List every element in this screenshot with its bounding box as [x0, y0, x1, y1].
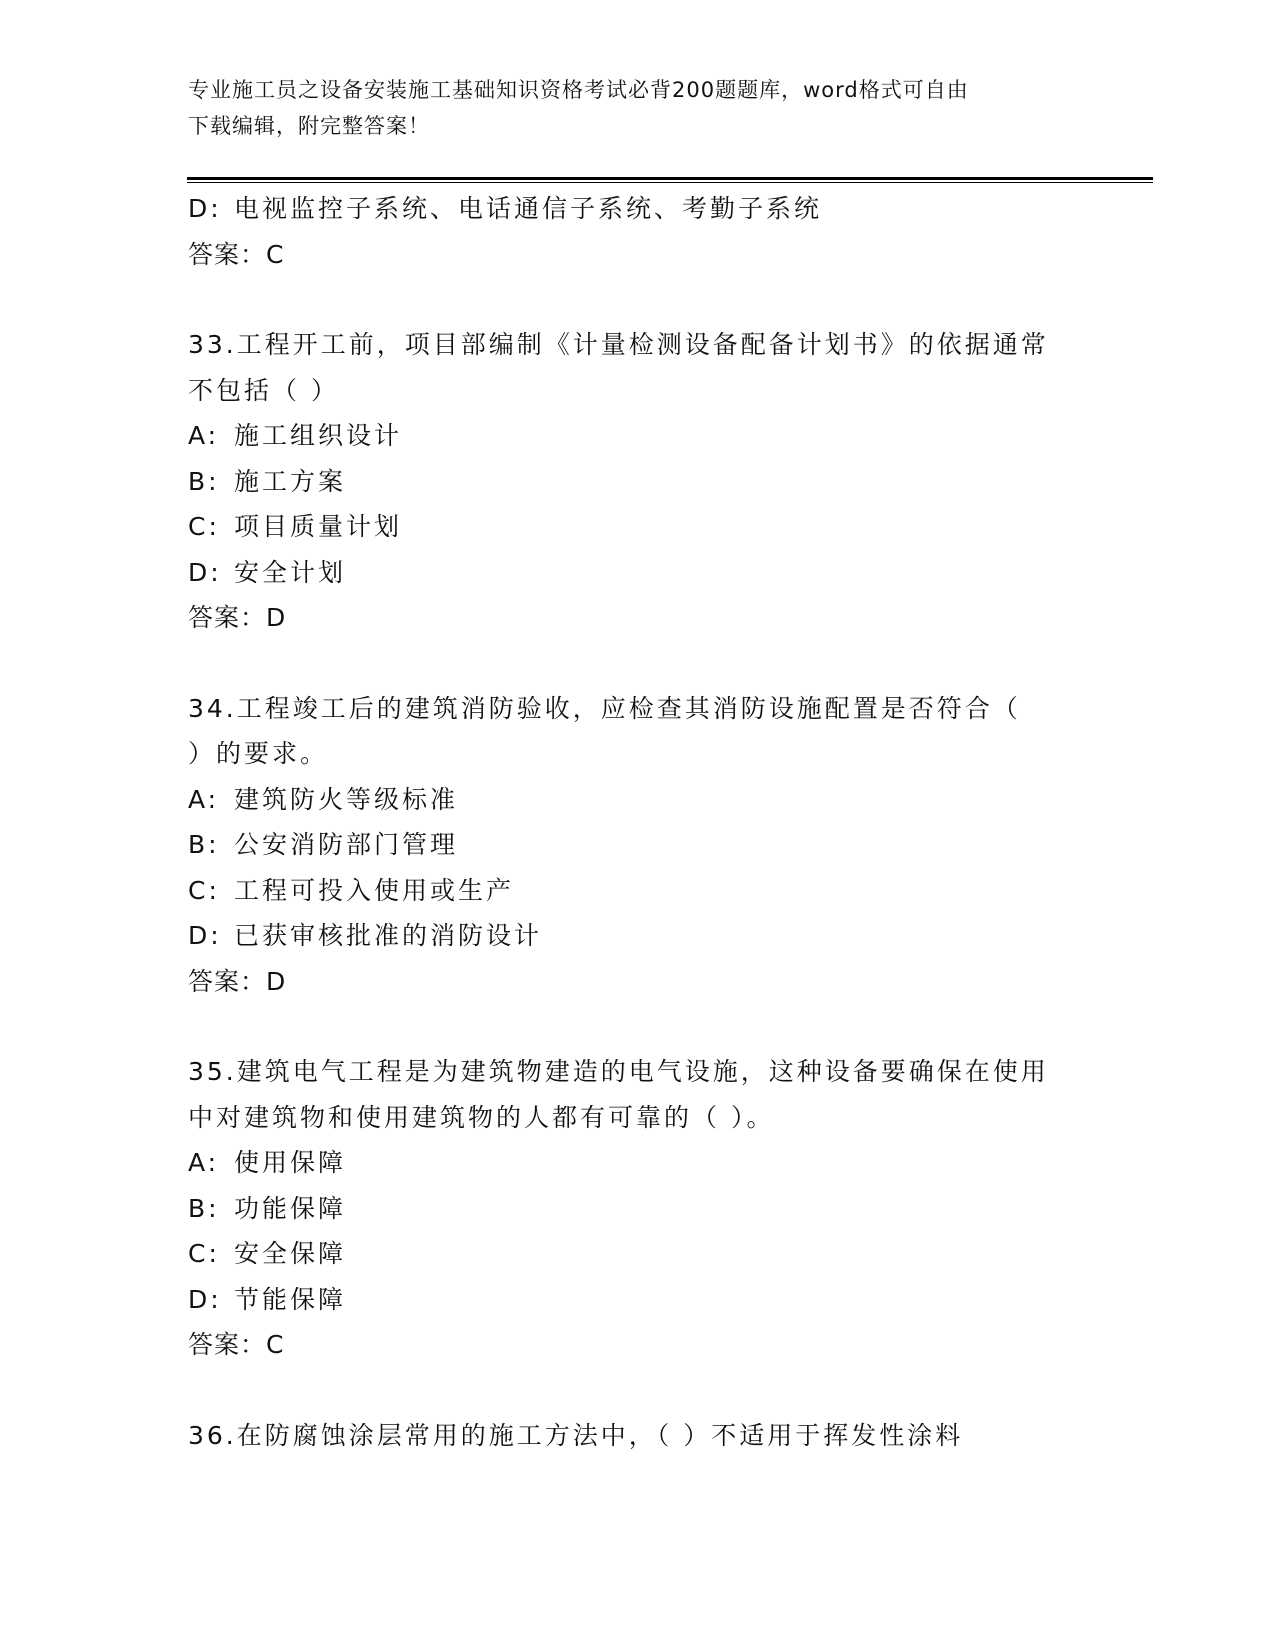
option-text: 电视监控子系统、电话通信子系统、考勤子系统 [234, 194, 823, 223]
question-stem: 36.在防腐蚀涂层常用的施工方法中，（ ）不适用于挥发性涂料 [188, 1420, 964, 1450]
option-text: 已获审核批准的消防设计 [234, 921, 543, 950]
option-text: 功能保障 [234, 1193, 347, 1223]
question-36 [188, 1413, 1088, 1459]
option-c [188, 504, 1088, 550]
option-d [188, 913, 1088, 959]
option-d [188, 550, 1088, 596]
question-35 [188, 1049, 1088, 1368]
carryover-question [188, 186, 1088, 277]
question-stem: 中对建筑物和使用建筑物的人都有可靠的（ ）。 [188, 1102, 775, 1132]
answer-line: 答案：C [188, 1330, 285, 1359]
option-a [188, 413, 1088, 459]
option-key: D: [188, 194, 222, 223]
option-text: 工程可投入使用或生产 [234, 875, 515, 905]
option-text: 安全保障 [234, 1239, 347, 1268]
question-34 [188, 686, 1088, 1005]
document-header [188, 72, 1088, 144]
option-c [188, 868, 1088, 914]
option-text: 施工组织设计 [234, 421, 403, 450]
option-key: D: [188, 921, 222, 950]
option-c [188, 1231, 1088, 1277]
option-key: C: [188, 1239, 220, 1268]
option-key: B: [188, 1193, 220, 1223]
option-text: 施工方案 [234, 466, 347, 496]
question-stem: ）的要求。 [188, 739, 329, 768]
option-key: C: [188, 512, 220, 541]
option-text: 安全计划 [234, 557, 347, 587]
answer-line: 答案：D [188, 603, 287, 632]
header-rule-thin [187, 182, 1153, 183]
option-b [188, 822, 1088, 868]
option-b [188, 1186, 1088, 1232]
header-line-1: 专业施工员之设备安装施工基础知识资格考试必背200题题库，word格式可自由 [188, 78, 969, 102]
option-text: 使用保障 [234, 1148, 347, 1177]
answer-line: 答案：D [188, 966, 287, 996]
option-d [188, 186, 1088, 232]
option-key: C: [188, 875, 220, 905]
option-key: A: [188, 784, 220, 814]
option-key: D: [188, 557, 222, 587]
option-text: 建筑防火等级标准 [234, 784, 459, 814]
option-text: 项目质量计划 [234, 512, 403, 541]
question-stem: 35.建筑电气工程是为建筑物建造的电气设施，这种设备要确保在使用 [188, 1057, 1049, 1086]
question-stem: 33.工程开工前，项目部编制《计量检测设备配备计划书》的依据通常 [188, 330, 1049, 359]
option-key: A: [188, 421, 220, 450]
option-b [188, 459, 1088, 505]
option-key: B: [188, 830, 220, 859]
question-33 [188, 322, 1088, 641]
option-text: 公安消防部门管理 [234, 830, 459, 859]
option-a [188, 1140, 1088, 1186]
option-key: A: [188, 1148, 220, 1177]
question-content [188, 186, 1088, 1458]
option-text: 节能保障 [234, 1284, 347, 1314]
header-rule-thick [187, 177, 1153, 180]
question-stem: 34.工程竣工后的建筑消防验收，应检查其消防设施配置是否符合（ [188, 693, 1021, 723]
header-line-2: 下载编辑，附完整答案！ [188, 114, 430, 138]
option-key: D: [188, 1284, 222, 1314]
option-d [188, 1277, 1088, 1323]
answer-line: 答案：C [188, 239, 285, 269]
option-a [188, 777, 1088, 823]
option-key: B: [188, 466, 220, 496]
question-stem: 不包括（ ） [188, 375, 339, 405]
